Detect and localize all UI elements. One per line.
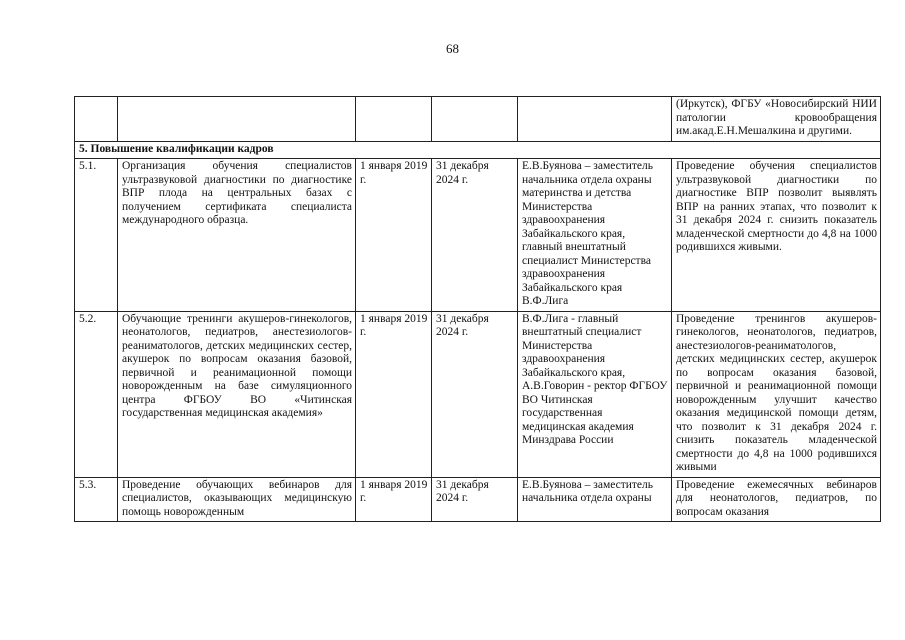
cell-activity: Организация обучения специалистов ультразвуковой диагностики по диагностике ВПР плода на центральных базах с получением сертификата специалиста международного образца. bbox=[118, 159, 356, 312]
cell-result: (Иркутск), ФГБУ «Новосибирский НИИ патологии кровообращения им.акад.Е.Н.Мешалкина и другими. bbox=[672, 97, 881, 142]
cell-result: Проведение тренингов акушеров-гинекологов, неонатологов, педиатров, анестезиологов-реаниматологов, детских медицинских сестер, акушерок по вопросам оказания базовой, первичной и реанимационной помощи новорожденным улучшит качество оказания медицинской помощи детям, что позволит к 31 декабря 2024 г. снизить показатель младенческой смертности до 4,8 на 1000 родившихся живыми bbox=[672, 311, 881, 477]
table-row bbox=[75, 159, 881, 312]
cell-activity: Обучающие тренинги акушеров-гинекологов, неонатологов, педиатров, анестезиологов-реаниматологов, детских медицинских сестер, акушерок по вопросам оказания базовой, первичной и реанимационной помощи новорожденным на базе симуляционного центра ФГБОУ ВО «Читинская государственная медицинская академия» bbox=[118, 311, 356, 477]
cell-num-empty bbox=[75, 97, 118, 142]
measures-table bbox=[74, 96, 881, 522]
cell-num: 5.2. bbox=[75, 311, 118, 477]
cell-end: 31 декабря 2024 г. bbox=[432, 159, 518, 312]
continuation-row bbox=[75, 97, 881, 142]
section-header-row bbox=[75, 141, 881, 159]
cell-start: 1 января 2019 г. bbox=[356, 311, 432, 477]
cell-responsible: Е.В.Буянова – заместитель начальника отдела охраны материнства и детства Министерства здравоохранения Забайкальского края, главный внештатный специалист Министерства здравоохранения Забайкальского края В.Ф.Лига bbox=[518, 159, 672, 312]
cell-start-empty bbox=[356, 97, 432, 142]
section-title: 5. Повышение квалификации кадров bbox=[75, 141, 881, 159]
cell-result: Проведение обучения специалистов ультразвуковой диагностики по диагностике ВПР позволит выявлять ВПР на ранних этапах, что позволит к 31 декабря 2024 г. снизить показатель младенческой смертности до 4,8 на 1000 родившихся живыми. bbox=[672, 159, 881, 312]
table-row bbox=[75, 477, 881, 522]
cell-num: 5.1. bbox=[75, 159, 118, 312]
cell-responsible-empty bbox=[518, 97, 672, 142]
page-number: 68 bbox=[446, 41, 459, 56]
cell-activity: Проведение обучающих вебинаров для специалистов, оказывающих медицинскую помощь новорожденным bbox=[118, 477, 356, 522]
cell-activity-empty bbox=[118, 97, 356, 142]
cell-end: 31 декабря 2024 г. bbox=[432, 477, 518, 522]
cell-num: 5.3. bbox=[75, 477, 118, 522]
cell-responsible: Е.В.Буянова – заместитель начальника отдела охраны bbox=[518, 477, 672, 522]
cell-start: 1 января 2019 г. bbox=[356, 159, 432, 312]
cell-end: 31 декабря 2024 г. bbox=[432, 311, 518, 477]
table-row bbox=[75, 311, 881, 477]
cell-responsible: В.Ф.Лига - главный внештатный специалист Министерства здравоохранения Забайкальского края, А.В.Говорин - ректор ФГБОУ ВО Читинская государственная медицинская академия Минздрава России bbox=[518, 311, 672, 477]
cell-result: Проведение ежемесячных вебинаров для неонатологов, педиатров, по вопросам оказания bbox=[672, 477, 881, 522]
cell-start: 1 января 2019 г. bbox=[356, 477, 432, 522]
cell-end-empty bbox=[432, 97, 518, 142]
